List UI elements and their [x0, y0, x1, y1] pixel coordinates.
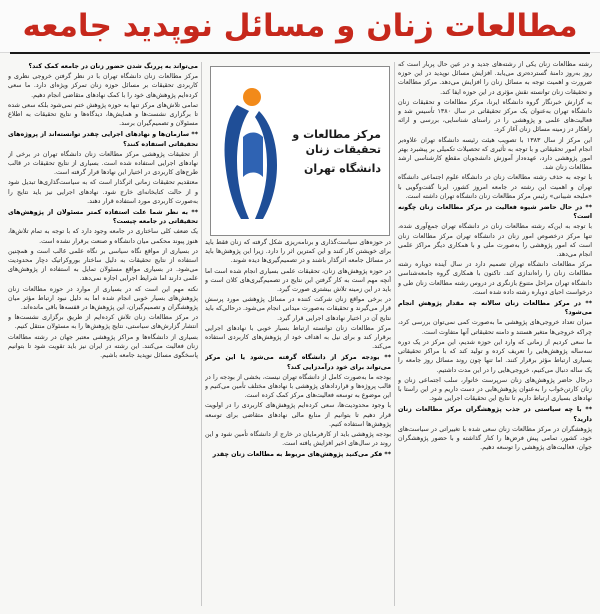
logo-line-1: مرکز مطالعات و تحقیقات زنان — [292, 128, 381, 156]
paragraph: نکته مهم این است که در بسیاری از موارد در حوزه مطالعات زنان پژوهش‌های بسیار خوبی انجام شده اما به دلیل نبود ارتباط مؤثر میان پژوهشگران و تصمیم‌گیران، این پژوهش‌ها در قفسه‌ها باقی مانده‌اند. — [8, 285, 198, 312]
paragraph: با وجود محدودیت‌ها، سعی کرده‌ایم پژوهش‌های کاربردی را در اولویت قرار دهیم تا بتوانیم از منابع مالی نهادهای متقاضی برای توسعه پژوهش‌ها استفاده کنیم. — [205, 402, 391, 428]
paragraph: پژوهشگران در مرکز مطالعات زنان سعی شده با تغییراتی در سیاست‌های خود، کشور، تمامی پیش فرض‌ها را کنار گذاشته و با حضور پژوهشگران جوان، فعالیت‌های پژوهشی را توسعه دهیم. — [398, 425, 592, 452]
paragraph: در بسیاری از مواقع نگاه سیاسی بر نگاه علمی غالب است و همچنین استفاده از نتایج تحقیقات به دلیل ساختار بوروکراتیک دچار محدودیت می‌شود. در بسیاری مواقع مسئولان تمایل به استفاده از پژوهش‌های علمی دارند اما شرایط اجرایی اجازه نمی‌دهد. — [8, 247, 198, 283]
article-column-right — [398, 60, 592, 608]
question-heading: می‌تواند به پررنگ شدن حضور زنان در جامعه کمک کند؟ — [28, 63, 198, 70]
paragraph: به گزارش خبرنگار گروه دانشگاه ایرنا، مرکز مطالعات و تحقیقات زنان دانشگاه تهران به‌عنوان یک مرکز تحقیقاتی در سال ۱۳۸۰ تأسیس شد و فعالیت‌های علمی و پژوهشی را در راستای شناسایی، بررسی و ارائه راهکار در زمینه مسائل زنان آغاز کرد. — [398, 98, 592, 134]
paragraph: با توجه به حذف رشته مطالعات زنان در دانشگاه علوم اجتماعی دانشگاه تهران و اهمیت این رشته در جامعه امروز کشور، ایرنا گفت‌وگویی با «ملیحه شیبانی» رئیس مرکز مطالعات زنان دانشگاه تهران داشته است. — [398, 174, 592, 200]
paragraph: رشته مطالعات زنان یکی از رشته‌های جدید و در عین حال پربار است که روز به‌روز دامنهٔ گسترده‌تری می‌یابد. افزایش مسائل نوپدید در این حوزه ضرورت و اهمیت توجه به مسائل زنان را افزایش می‌دهد. مرکز مطالعات و تحقیقات زنان توانسته نقش مؤثری در این حوزه ایفا کند. — [398, 61, 592, 96]
article-column-left — [8, 60, 198, 608]
question-heading: ** بودجه مرکز از دانشگاه گرفته می‌شود یا این مرکز می‌تواند برای خود درآمدزایی کند؟ — [205, 354, 391, 371]
logo-line-2: دانشگاه تهران — [304, 162, 381, 175]
paragraph: از تحقیقات پژوهشی مرکز مطالعات زنان دانشگاه تهران در برخی از نهادهای اجرایی استفاده شده است. بسیاری از نتایج تحقیقات در قالب طرح‌های کاربردی در اختیار این نهادها قرار گرفته است. — [8, 150, 198, 177]
question-heading: ** فکر می‌کنید پژوهش‌های مربوط به مطالعات زنان چقدر — [212, 451, 391, 459]
paragraph: ما سعی کردیم از زمانی که وارد این حوزه شدیم، این مرکز در یک دوره سه‌ساله پژوهش‌هایی را تعریف کرده و تولید کند که با مراکز تحقیقاتی بسیاری ارتباط مؤثر برقرار کنند. اما تنها چون روند مسائل روز جامعه را یک ساله دنبال می‌کنیم، خروجی‌هایی را در این مدت داشتیم. — [398, 338, 592, 374]
question-heading: ** سازمان‌ها و نهادهای اجرایی چقدر توانسته‌اند از پروژه‌های تحقیقاتی استفاده کنند؟ — [8, 131, 198, 148]
paragraph: با توجه به این‌که رشته مطالعات زنان در دانشگاه تهران جمع‌آوری شده، تنها مرکز درخصوص امور زنان در دانشگاه تهران مرکز مطالعات زنان است که امور پژوهشی را به‌صورت ملی و با همکاری دیگر مراکز علمی انجام می‌دهد. — [398, 223, 592, 259]
paragraph: درحال حاضر پژوهش‌های زنان سرپرست خانوار، سلب اجتماعی زنان و زنان کارتن‌خواب را به‌عنوان پژوهش‌هایی در دست داریم و در این راستا با نهادهای بسیاری ارتباط داریم تا نتایج این تحقیقات اجرایی شود. — [398, 376, 592, 403]
column-divider — [394, 62, 395, 606]
paragraph: مرکز مطالعات زنان دانشگاه تهران با در نظر گرفتن خروجی نظری و کاربردی تحقیقات بر مسائل حوزه زنان تمرکز ویژه‌ای دارد. ما سعی کرده‌ایم پژوهش‌های خود را با کمک نهادهای متقاضی انجام دهیم. — [8, 73, 198, 99]
logo-text — [281, 127, 381, 176]
paragraph: در مرکز مطالعات زنان تلاش کرده‌ایم از طریق برگزاری نشست‌ها و انتشار گزارش‌های سیاستی، نتایج پژوهش‌ها را به مسئولان منتقل کنیم. — [8, 314, 198, 331]
question-heading: ** به نظر شما علت استفاده کمتر مسئولان از پژوهش‌های تحقیقاتی در جامعه چیست؟ — [8, 209, 198, 226]
headline-banner — [0, 0, 600, 53]
paragraph: در حوزه‌های سیاست‌گذاری و برنامه‌ریزی شکل گرفته که زنان فقط باید برای خویشتن کار کنند و این کمترین اثر را دارد. زیرا این پژوهش‌ها باید در مسائل جامعه اثرگذار باشند و در تصمیم‌گیری‌ها دیده شوند. — [205, 239, 391, 265]
question-heading: ** در مرکز مطالعات زنان سالانه چه مقدار پژوهش انجام می‌شود؟ — [398, 300, 592, 317]
paragraph: تمامی تلاش‌های مرکز تنها به حوزه پژوهش ختم نمی‌شود بلکه سعی شده تا برگزاری نشست‌ها و همایش‌ها، دیدگاه‌ها و نتایج تحقیقات به اطلاع مسئولان و تصمیم‌گیران برسد. — [8, 101, 198, 128]
paragraph: مرکز مطالعات زنان توانسته ارتباط بسیار خوبی با نهادهای اجرایی برقرار کند و برای نیل به اهداف خود از پژوهش‌های کاربردی استفاده می‌کند. — [205, 324, 391, 351]
headline: مطالعات زنان و مسائل نوپدید جامعه — [22, 8, 578, 44]
paragraph: بودجه پژوهشی باید از کارفرمایان در خارج از دانشگاه تأمین شود و این روند در سال‌های اخیر افزایش یافته است. — [205, 431, 391, 448]
column-divider — [201, 62, 202, 606]
paragraph: این مرکز از سال ۱۳۸۳ با تصویب هیئت رئیسه دانشگاه تهران علاوه‌بر انجام امور تحقیقاتی و با توجه به تأثیری که تحصیلات تکمیلی بر پیشبرد بهتر امور پژوهشی دارد، عهده‌دار آموزش دانشجویان مقطع کارشناسی ارشد مطالعات زنان شد. — [398, 136, 592, 172]
paragraph: یک ضعف کلی ساختاری در جامعه وجود دارد که با توجه به تمام تلاش‌ها، هنوز پیوند محکمی میان دانشگاه و صنعت برقرار نشده است. — [8, 228, 198, 245]
paragraph: در برخی مواقع زنان شرکت کننده در مسائل پژوهشی مورد پرسش قرار می‌گیرند و تحقیقات به‌صورت میدانی انجام می‌شود. درحالی‌که باید نتایج آن در اختیار نهادهای اجرایی قرار گیرد. — [205, 296, 391, 322]
paragraph: بسیاری از دانشگاه‌ها و مراکز پژوهشی معتبر جهان در رشته مطالعات زنان فعالیت می‌کنند. این رشته در ایران نیز باید تقویت شود تا بتوانیم پاسخگوی مسائل نوپدید جامعه باشیم. — [8, 333, 198, 360]
paragraph: معتقدیم تحقیقات زمانی اثرگذار است که به سیاست‌گذاری‌ها تبدیل شود و از حالت کتابخانه‌ای خارج شود. نهادهای اجرایی نیز باید نتایج را به‌صورت کاربردی مورد استفاده قرار دهند. — [8, 179, 198, 205]
question-heading: ** در حال حاضر شیوه فعالیت در مرکز مطالعات زنان چگونه است؟ — [398, 204, 592, 221]
paragraph: در حوزه پژوهش‌های زنان، تحقیقات علمی بسیاری انجام شده است اما آنچه مهم است به کار گرفتن این نتایج در تصمیم‌گیری‌های کلان است و باید در این زمینه تلاش بیشتری صورت گیرد. — [205, 267, 391, 294]
paragraph: مرکز مطالعات دانشگاه تهران تصمیم دارد در سال آینده دوباره رشته مطالعات زنان را راه‌اندازی کند. تاکنون با همکاری گروه جامعه‌شناسی دانشگاه تهران مراحل متنوع بازنگری در دروس رشته مطالعات زنان طی و درخواست احیای دوباره رشته داده شده است. — [398, 261, 592, 296]
question-heading: ** با چه سیاستی در جذب پژوهشگران مرکز مطالعات زنان دارید؟ — [398, 406, 592, 423]
headline-rule — [10, 52, 590, 54]
paragraph: بودجه ما به‌صورت کامل از دانشگاه تهران نیست، بخشی از بودجه را در قالب پروژه‌ها و قراردادهای پژوهشی با نهادهای مختلف تأمین می‌کنیم و این موضوع به توسعه فعالیت‌های مرکز کمک کرده است. — [205, 373, 391, 400]
logo-box — [210, 66, 390, 236]
paragraph: میزان تعداد خروجی‌های پژوهشی ما به‌صورت کمی نمی‌توان بررسی کرد، چراکه خروجی‌ها متغیر هستند و دامنه تحقیقاتی آنها متفاوت است. — [398, 319, 592, 336]
article-column-middle-text — [205, 238, 391, 608]
center-logo-icon — [219, 77, 289, 227]
